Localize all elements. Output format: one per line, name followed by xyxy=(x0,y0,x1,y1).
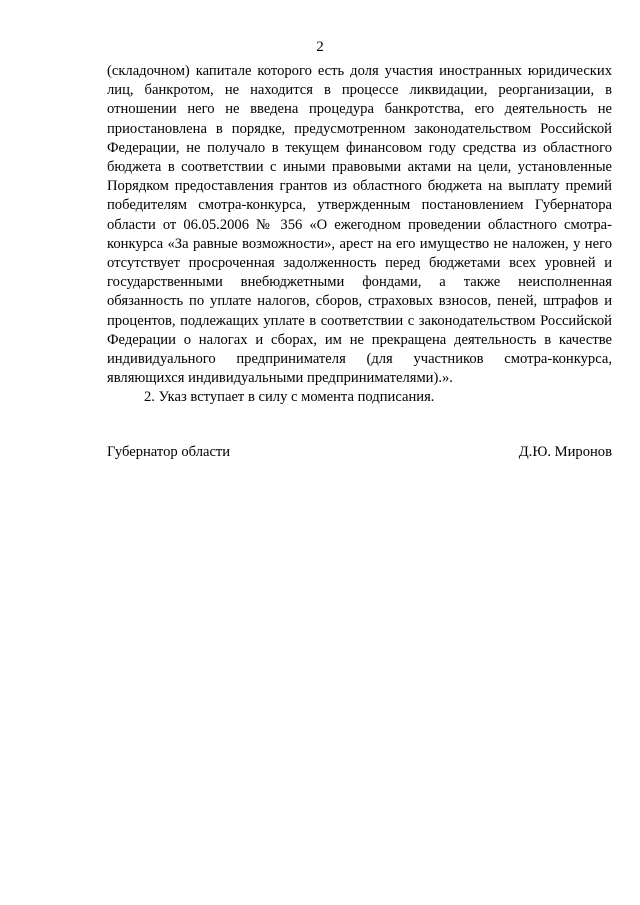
signatory-title: Губернатор области xyxy=(107,444,231,460)
page-number: 2 xyxy=(316,39,324,55)
paragraph-item-2: 2. Указ вступает в силу с момента подписания. xyxy=(144,389,435,406)
signature-block xyxy=(107,443,612,462)
paragraph-continued: (складочном) капитале которого есть доля участия иностранных юридических лиц, банкротом, не находится в процессе ликвидации, реорганизации, в отношении него не введена процедура банкротства, его деятельность не приостановлена в порядке, предусмотренном законодательством Российской Федерации, не получало в текущем финансовом году средства из областного бюджета в соответствии с иными правовыми актами на цели, установленные Порядком предоставления грантов из областного бюджета на выплату премий победителям смотра-конкурса, утвержденным постановлением Губернатора области от 06.05.2006 № 356 «О ежегодном проведении областного смотра-конкурса «За равные возможности», арест на его имущество не наложен, у него отсутствует просроченная задолженность перед бюджетами всех уровней и государственными внебюджетными фондами, а также неисполненная обязанность по уплате налогов, сборов, страховых взносов, пеней, штрафов и процентов, подлежащих уплате в соответствии с законодательством Российской Федерации о налогах и сборах, им не прекращена деятельность в качестве индивидуального предпринимателя (для участников смотра-конкурса, являющихся индивидуальными предпринимателями).». xyxy=(107,63,612,387)
signatory-name: Д.Ю. Миронов xyxy=(518,444,612,460)
document-body xyxy=(107,62,612,408)
